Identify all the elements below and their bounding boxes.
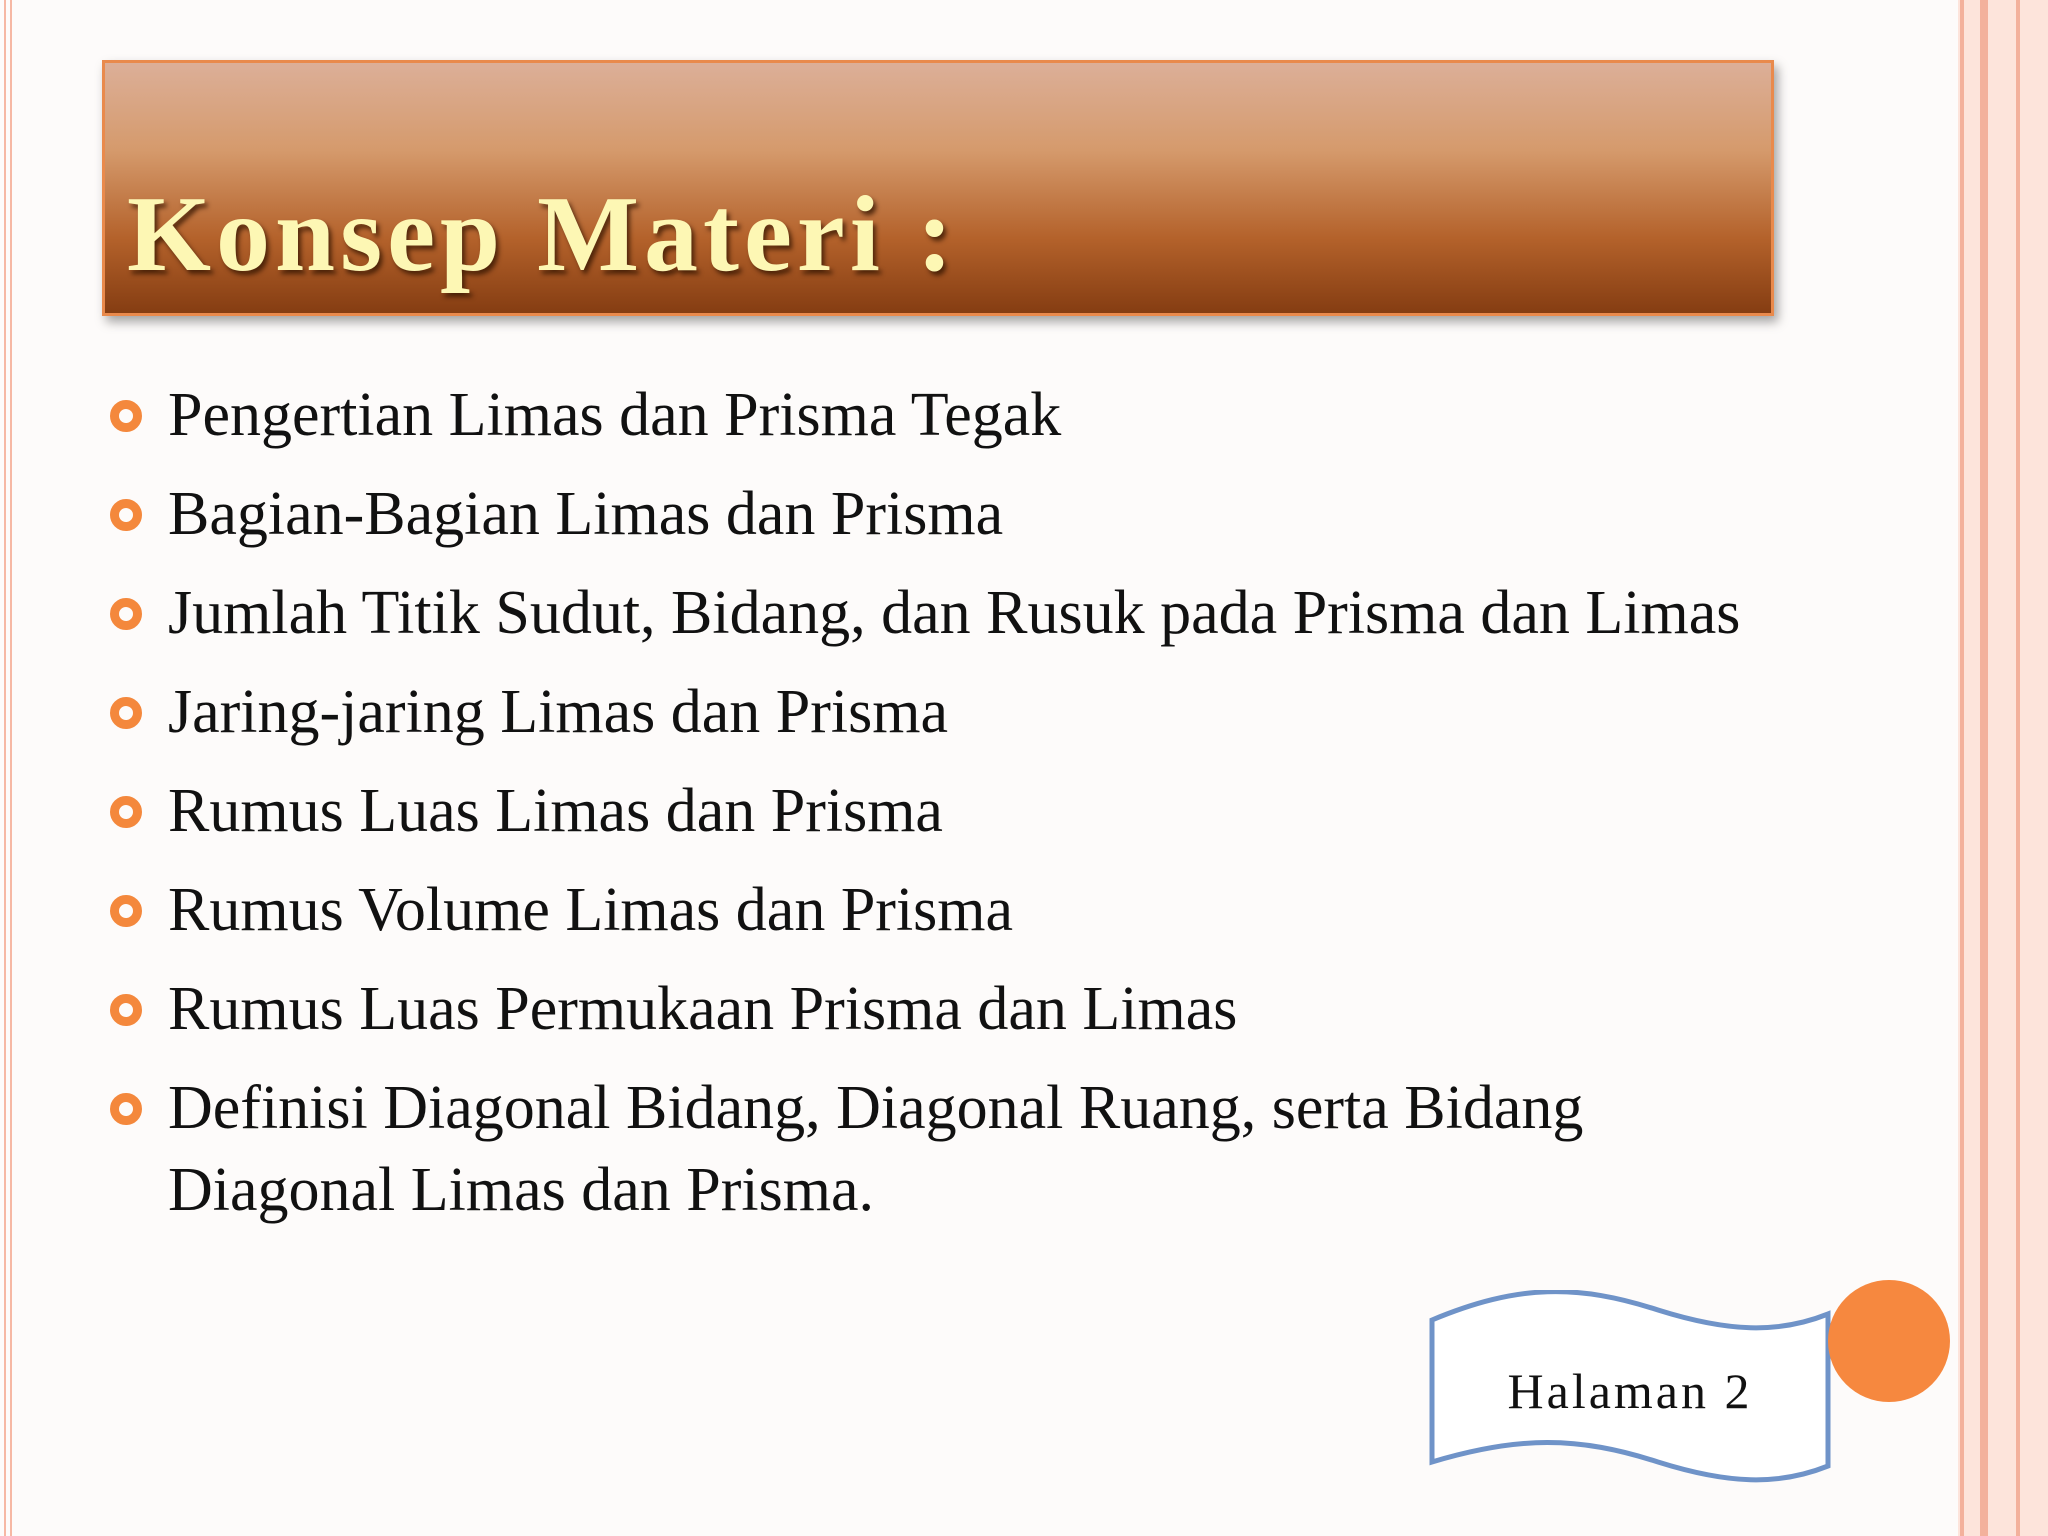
right-decorative-line [1960, 0, 1964, 1536]
page-number-label: Halaman 2 [1507, 1363, 1753, 1419]
list-item-text: Bagian-Bagian Limas dan Prisma [168, 480, 1004, 548]
list-item [108, 671, 1768, 753]
list-item-text: Jaring-jaring Limas dan Prisma [168, 678, 948, 746]
ring-bullet-icon [110, 697, 142, 729]
right-decorative-band [1958, 0, 2048, 1536]
topic-list [108, 374, 1768, 1248]
list-item-text: Jumlah Titik Sudut, Bidang, dan Rusuk pada Prisma dan Limas [168, 579, 1741, 647]
left-decorative-stripe [10, 0, 12, 1536]
slide-title: Konsep Materi : [127, 175, 958, 294]
right-decorative-line [2016, 0, 2020, 1536]
ring-bullet-icon [110, 1093, 142, 1125]
left-decorative-stripe [4, 0, 6, 1536]
list-item [108, 869, 1768, 951]
list-item [108, 1067, 1768, 1231]
title-banner [102, 60, 1774, 316]
list-item [108, 770, 1768, 852]
list-item-text: Rumus Volume Limas dan Prisma [168, 876, 1014, 944]
list-item [108, 968, 1768, 1050]
list-item-text: Rumus Luas Permukaan Prisma dan Limas [168, 975, 1238, 1043]
list-item [108, 572, 1768, 654]
ring-bullet-icon [110, 598, 142, 630]
list-item-text: Rumus Luas Limas dan Prisma [168, 777, 943, 845]
ring-bullet-icon [110, 400, 142, 432]
ring-bullet-icon [110, 796, 142, 828]
ring-bullet-icon [110, 895, 142, 927]
orange-circle-decoration [1828, 1280, 1950, 1402]
right-decorative-line [1980, 0, 1988, 1536]
list-item-text: Definisi Diagonal Bidang, Diagonal Ruang, serta Bidang Diagonal Limas dan Prisma. [168, 1074, 1584, 1224]
list-item [108, 374, 1768, 456]
ring-bullet-icon [110, 499, 142, 531]
ring-bullet-icon [110, 994, 142, 1026]
list-item [108, 473, 1768, 555]
list-item-text: Pengertian Limas dan Prisma Tegak [168, 381, 1062, 449]
